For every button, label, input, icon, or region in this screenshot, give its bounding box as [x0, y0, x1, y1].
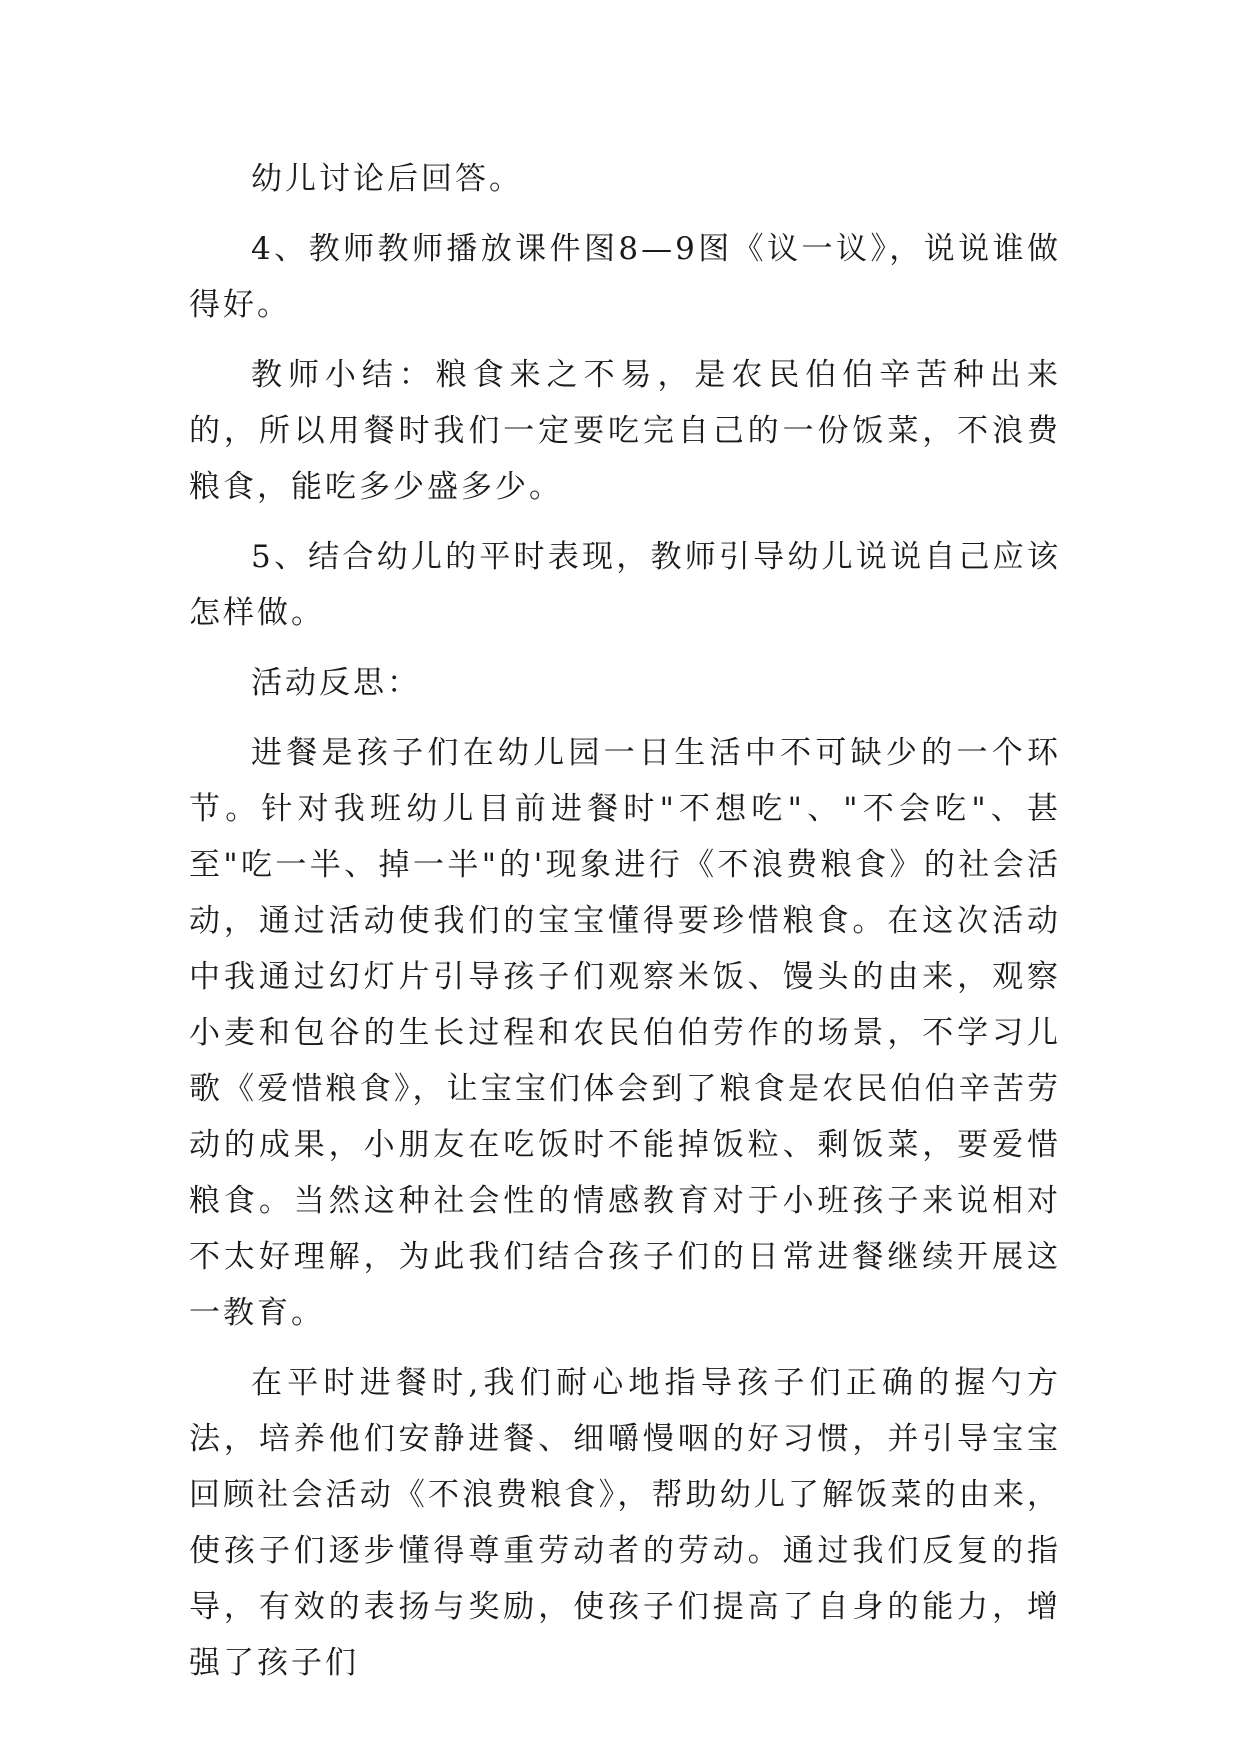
paragraph-step-4: 4、教师教师播放课件图8—9图《议一议》，说说谁做得好。: [189, 231, 1061, 323]
document-body: [189, 151, 1061, 1705]
heading-activity-reflection: 活动反思：: [251, 665, 421, 701]
paragraph-discussion-answer: 幼儿讨论后回答。: [251, 161, 523, 197]
paragraph-reflection-1: 进餐是孩子们在幼儿园一日生活中不可缺少的一个环节。针对我班幼儿目前进餐时"不想吃"、"不会吃"、甚至"吃一半、掉一半"的'现象进行《不浪费粮食》的社会活动，通过活动使我们的宝宝懂得要珍惜粮食。在这次活动中我通过幻灯片引导孩子们观察米饭、馒头的由来，观察小麦和包谷的生长过程和农民伯伯劳作的场景，不学习儿歌《爱惜粮食》，让宝宝们体会到了粮食是农民伯伯辛苦劳动的成果，小朋友在吃饭时不能掉饭粒、剩饭菜，要爱惜粮食。当然这种社会性的情感教育对于小班孩子来说相对不太好理解，为此我们结合孩子们的日常进餐继续开展这一教育。: [189, 735, 1061, 1331]
paragraph-reflection-2: 在平时进餐时,我们耐心地指导孩子们正确的握勺方法，培养他们安静进餐、细嚼慢咽的好习惯，并引导宝宝回顾社会活动《不浪费粮食》，帮助幼儿了解饭菜的由来，使孩子们逐步懂得尊重劳动者的劳动。通过我们反复的指导，有效的表扬与奖励，使孩子们提高了自身的能力，增强了孩子们: [189, 1365, 1061, 1681]
paragraph-teacher-summary: 教师小结：粮食来之不易，是农民伯伯辛苦种出来的，所以用餐时我们一定要吃完自己的一份饭菜，不浪费粮食，能吃多少盛多少。: [189, 357, 1061, 505]
paragraph-step-5: 5、结合幼儿的平时表现，教师引导幼儿说说自己应该怎样做。: [189, 539, 1061, 631]
